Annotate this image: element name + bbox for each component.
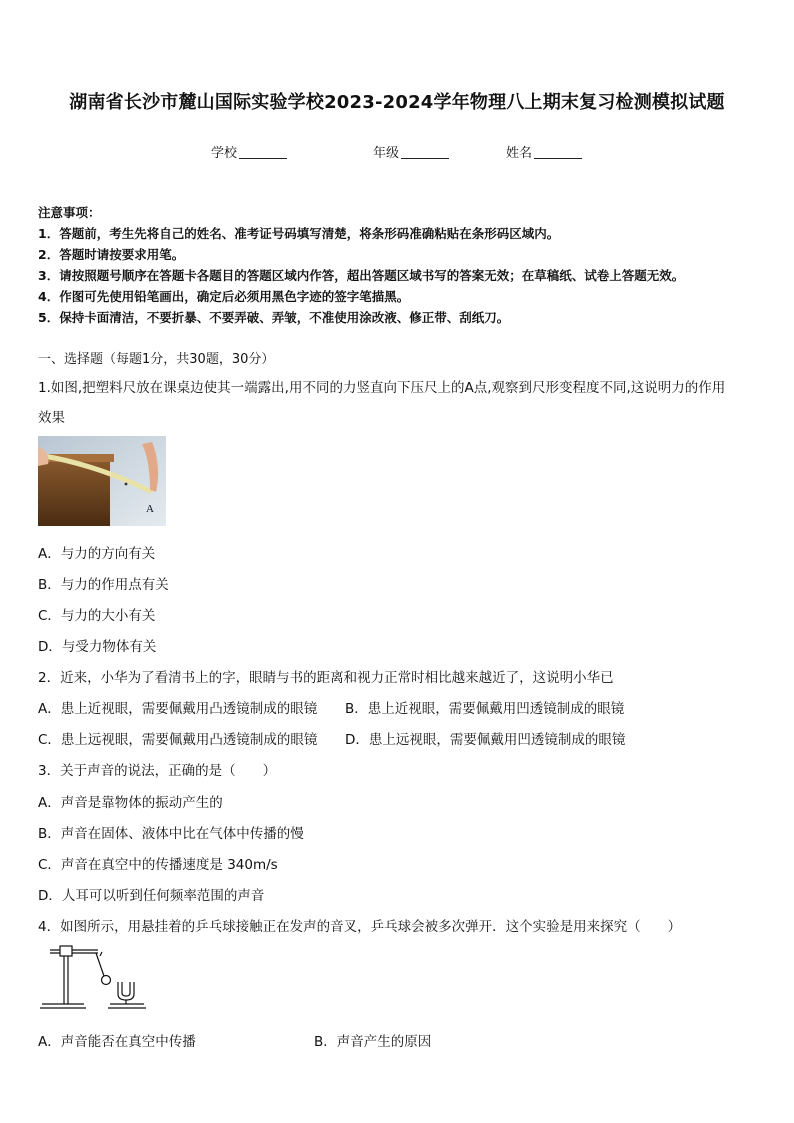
q4-option-b: B．声音产生的原因: [314, 1034, 432, 1050]
figure-label-a: A: [146, 503, 154, 515]
school-blank[interactable]: [239, 146, 287, 159]
notice-item: 4．作图可先使用铅笔画出，确定后必须用黑色字迹的签字笔描黑。: [38, 289, 410, 304]
notice-item: 1．答题前，考生先将自己的姓名、准考证号码填写清楚，将条形码准确粘贴在条形码区域内。: [38, 226, 560, 241]
notice-item: 5．保持卡面清洁，不要折暴、不要弄破、弄皱，不准使用涂改液、修正带、刮纸刀。: [38, 310, 510, 325]
school-label: 学校: [211, 146, 238, 161]
q1-stem: 1.如图,把塑料尺放在课桌边使其一端露出,用不同的力竖直向下压尺上的A点,观察到尺形变程度不同,这说明力的作用: [38, 380, 726, 396]
q4-stem: 4．如图所示，用悬挂着的乒乓球接触正在发声的音叉，乒乓球会被多次弹开．这个实验是用来探究（ ）: [38, 919, 682, 935]
section-heading: 一、选择题（每题1分，共30题，30分）: [38, 352, 275, 367]
q2-option-d: D．患上远视眼，需要佩戴用凹透镜制成的眼镜: [345, 732, 626, 748]
q2-option-b: B．患上近视眼，需要佩戴用凹透镜制成的眼镜: [345, 701, 625, 717]
q1-option-b: B．与力的作用点有关: [38, 577, 169, 593]
q2-stem: 2．近来，小华为了看清书上的字，眼睛与书的距离和视力正常时相比越来越近了，这说明小华已: [38, 670, 614, 686]
q1-stem-cont: 效果: [38, 410, 65, 426]
grade-label: 年级: [373, 146, 400, 161]
q2-option-c: C．患上远视眼，需要佩戴用凸透镜制成的眼镜: [38, 732, 318, 748]
q1-option-d: D．与受力物体有关: [38, 639, 157, 655]
q4-option-a: A．声音能否在真空中传播: [38, 1034, 196, 1050]
q3-option-c: C．声音在真空中的传播速度是 340m/s: [38, 857, 278, 873]
q2-option-a: A．患上近视眼，需要佩戴用凸透镜制成的眼镜: [38, 701, 318, 717]
school-field[interactable]: [211, 142, 287, 161]
name-label: 姓名: [506, 146, 533, 161]
q1-option-a: A．与力的方向有关: [38, 546, 156, 562]
grade-field[interactable]: [373, 142, 449, 161]
notice-heading: 注意事项：: [38, 205, 101, 220]
tuning-fork-figure: [38, 942, 148, 1014]
name-blank[interactable]: [534, 146, 582, 159]
name-field[interactable]: [506, 142, 582, 161]
q3-option-d: D．人耳可以听到任何频率范围的声音: [38, 888, 265, 904]
ruler-desk-figure: [38, 436, 166, 526]
q1-option-c: C．与力的大小有关: [38, 608, 156, 624]
q3-option-b: B．声音在固体、液体中比在气体中传播的慢: [38, 826, 304, 842]
grade-blank[interactable]: [401, 146, 449, 159]
notice-item: 2．答题时请按要求用笔。: [38, 247, 185, 262]
q3-stem: 3．关于声音的说法，正确的是（ ）: [38, 763, 277, 779]
q3-option-a: A．声音是靠物体的振动产生的: [38, 795, 223, 811]
page-title: 湖南省长沙市麓山国际实验学校2023-2024学年物理八上期末复习检测模拟试题: [69, 92, 725, 113]
notice-item: 3．请按照题号顺序在答题卡各题目的答题区域内作答，超出答题区域书写的答案无效；在草稿纸、试卷上答题无效。: [38, 268, 685, 283]
